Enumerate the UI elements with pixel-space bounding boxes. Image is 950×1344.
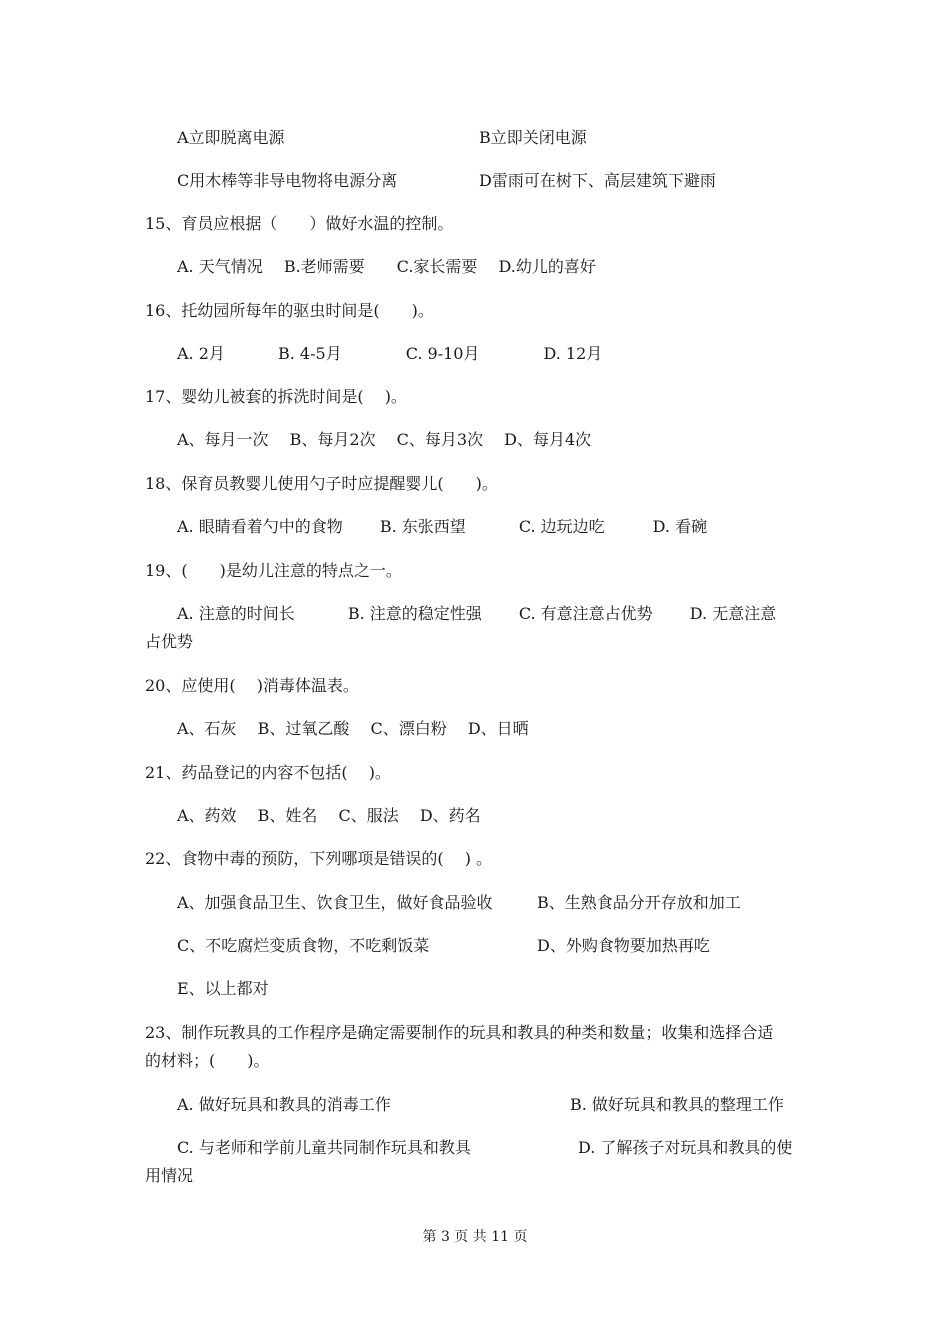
question-19: 19、( )是幼儿注意的特点之一。 (145, 561, 402, 580)
question-23-option-b: B. 做好玩具和教具的整理工作 (570, 1095, 784, 1114)
question-20-options: A、石灰 B、过氧乙酸 C、漂白粉 D、日晒 (177, 719, 529, 738)
question-23-option-a: A. 做好玩具和教具的消毒工作 (177, 1095, 391, 1114)
question-21: 21、药品登记的内容不包括( )。 (145, 763, 391, 782)
question-22: 22、食物中毒的预防，下列哪项是错误的( ) 。 (145, 849, 493, 868)
question-22-option-b: B、生熟食品分开存放和加工 (537, 893, 741, 912)
option-d-prev: D雷雨可在树下、高层建筑下避雨 (479, 171, 716, 190)
question-23-option-d: D. 了解孩子对玩具和教具的使 (578, 1138, 793, 1157)
question-19-options-cont: 占优势 (145, 632, 194, 651)
question-17-options: A、每月一次 B、每月2次 C、每月3次 D、每月4次 (177, 430, 592, 449)
question-16: 16、托幼园所每年的驱虫时间是( )。 (145, 301, 434, 320)
question-23-option-d-cont: 用情况 (145, 1166, 194, 1185)
question-22-option-a: A、加强食品卫生、饮食卫生，做好食品验收 (177, 893, 493, 912)
question-16-options: A. 2月 B. 4-5月 C. 9-10月 D. 12月 (177, 344, 603, 363)
option-a-prev: A立即脱离电源 (177, 128, 285, 147)
option-c-prev: C用木棒等非导电物将电源分离 (177, 171, 398, 190)
question-23: 23、制作玩教具的工作程序是确定需要制作的玩具和教具的种类和数量；收集和选择合适 (145, 1023, 774, 1042)
question-22-option-d: D、外购食物要加热再吃 (537, 936, 710, 955)
question-23-cont: 的材料；( )。 (145, 1051, 270, 1070)
question-17: 17、婴幼儿被套的拆洗时间是( )。 (145, 387, 407, 406)
question-23-option-c: C. 与老师和学前儿童共同制作玩具和教具 (177, 1138, 471, 1157)
question-15: 15、育员应根据（ ）做好水温的控制。 (145, 214, 454, 233)
question-20: 20、应使用( )消毒体温表。 (145, 676, 359, 695)
option-b-prev: B立即关闭电源 (479, 128, 587, 147)
page-footer: 第 3 页 共 11 页 (422, 1229, 528, 1245)
question-22-option-e: E、以上都对 (177, 979, 269, 998)
question-19-options: A. 注意的时间长 B. 注意的稳定性强 C. 有意注意占优势 D. 无意注意 (177, 604, 777, 623)
question-18-options: A. 眼睛看着勺中的食物 B. 东张西望 C. 边玩边吃 D. 看碗 (177, 517, 708, 536)
question-22-option-c: C、不吃腐烂变质食物，不吃剩饭菜 (177, 936, 430, 955)
question-21-options: A、药效 B、姓名 C、服法 D、药名 (177, 806, 481, 825)
question-18: 18、保育员教婴儿使用勺子时应提醒婴儿( )。 (145, 474, 498, 493)
question-15-options: A. 天气情况 B.老师需要 C.家长需要 D.幼儿的喜好 (177, 257, 596, 276)
